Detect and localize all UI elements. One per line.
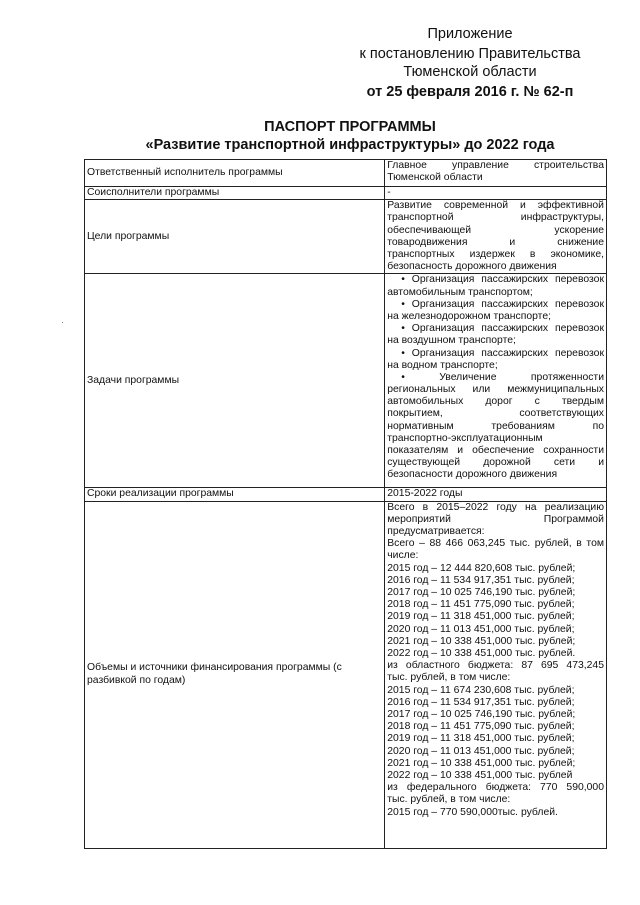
- value-line: • Организация пассажирских перевозок: [401, 274, 604, 286]
- value-line: Всего – 88 466 063,245 тыс. рублей, в том: [387, 538, 604, 550]
- value-line: нормативным требованиям по: [387, 420, 604, 432]
- value-line: • Увеличение протяженности: [401, 371, 604, 383]
- appendix-date-number: от 25 февраля 2016 г. № 62-п: [366, 84, 574, 100]
- value-line: • Организация пассажирских перевозок: [401, 323, 604, 335]
- value-line: безопасность дорожного движения: [387, 261, 557, 273]
- value-line: тыс. рублей, в том числе:: [387, 672, 511, 684]
- value-line: числе:: [387, 550, 419, 562]
- value-line: • Организация пассажирских перевозок: [401, 298, 604, 310]
- table-row-program-goals: [85, 200, 607, 274]
- value-line: транспортной инфраструктуры,: [387, 212, 604, 224]
- value-line: показателям и обеспечение сохранности: [387, 445, 604, 457]
- row-label: Сроки реализации программы: [85, 488, 385, 501]
- value-line: на водном транспорте;: [387, 359, 498, 371]
- value-line: автомобильных дорог с твердым: [387, 396, 604, 408]
- row-label: Цели программы: [85, 200, 385, 274]
- value-line: из областного бюджета: 87 695 473,245: [387, 660, 604, 672]
- value-line: 2021 год – 10 338 451,000 тыс. рублей;: [387, 757, 576, 769]
- value-line: 2020 год – 11 013 451,000 тыс. рублей;: [387, 745, 575, 757]
- value-line: Развитие современной и эффективной: [387, 200, 604, 212]
- value-line: Тюменской области: [387, 172, 483, 184]
- row-label: Ответственный исполнитель программы: [85, 160, 385, 187]
- value-line: 2022 год – 10 338 451,000 тыс. рублей.: [387, 647, 576, 659]
- value-line: существующей дорожной сети и: [387, 457, 604, 469]
- appendix-decree: к постановлению Правительства: [359, 46, 581, 62]
- value-line: безопасности дорожного движения: [387, 469, 558, 481]
- value-line: предусматривается:: [387, 525, 485, 537]
- value-line: 2019 год – 11 318 451,000 тыс. рублей;: [387, 611, 575, 623]
- value-line: обеспечивающей ускорение: [387, 224, 604, 236]
- value-line: 2018 год – 11 451 775,090 тыс. рублей;: [387, 599, 575, 611]
- passport-table: [84, 159, 607, 849]
- value-line: 2015 год – 770 590,000тыс. рублей.: [387, 806, 558, 818]
- table-row-funding-volumes: [85, 501, 607, 848]
- value-line: Главное управление строительства: [387, 160, 604, 171]
- value-line: региональных или межмуниципальных: [387, 384, 604, 396]
- value-line: тыс. рублей, в том числе:: [387, 794, 511, 806]
- row-value: [385, 274, 607, 488]
- row-value: [385, 200, 607, 274]
- value-line: 2020 год – 11 013 451,000 тыс. рублей;: [387, 623, 575, 635]
- row-label: Задачи программы: [85, 274, 385, 488]
- value-line: покрытием, соответствующих: [387, 408, 604, 420]
- value-line: товародвижения и снижение: [387, 236, 604, 248]
- value-line: из федерального бюджета: 770 590,000: [387, 782, 604, 794]
- table-row-co-executors: [85, 187, 607, 200]
- value-line: 2018 год – 11 451 775,090 тыс. рублей;: [387, 721, 575, 733]
- row-value: [385, 501, 607, 848]
- row-value: [385, 160, 607, 187]
- appendix-region: Тюменской области: [403, 64, 537, 80]
- table-row-implementation-period: [85, 488, 607, 501]
- value-line: транспортных издержек в экономике,: [387, 248, 604, 260]
- value-line: транспортно-эксплуатационным: [387, 432, 543, 444]
- value-line: • Организация пассажирских перевозок: [401, 347, 604, 359]
- program-name: «Развитие транспортной инфраструктуры» до 2022 года: [145, 137, 555, 153]
- value-line: 2015 год – 11 674 230,608 тыс. рублей;: [387, 684, 575, 696]
- value-line: 2016 год – 11 534 917,351 тыс. рублей;: [387, 574, 575, 586]
- value-line: 2019 год – 11 318 451,000 тыс. рублей;: [387, 733, 575, 745]
- scan-speck: [62, 322, 63, 323]
- value-line: на воздушном транспорте;: [387, 335, 516, 347]
- value-line: мероприятий Программой: [387, 513, 604, 525]
- row-value: [385, 187, 607, 200]
- value-line: на железнодорожном транспорте;: [387, 310, 551, 322]
- value-line: 2022 год – 10 338 451,000 тыс. рублей: [387, 769, 573, 781]
- table-row-program-tasks: [85, 274, 607, 488]
- value-line: 2016 год – 11 534 917,351 тыс. рублей;: [387, 696, 575, 708]
- value-line: 2021 год – 10 338 451,000 тыс. рублей;: [387, 635, 576, 647]
- row-value: [385, 488, 607, 501]
- value-line: 2017 год – 10 025 746,190 тыс. рублей;: [387, 586, 576, 598]
- row-label: Соисполнители программы: [85, 187, 385, 200]
- value-line: автомобильным транспортом;: [387, 286, 533, 298]
- value-line: 2015-2022 годы: [387, 488, 463, 500]
- value-line: Всего в 2015–2022 году на реализацию: [387, 501, 604, 513]
- document-title: ПАСПОРТ ПРОГРАММЫ: [264, 119, 436, 135]
- value-line: -: [387, 187, 391, 198]
- row-label: Объемы и источники финансирования программы (с разбивкой по годам): [85, 501, 385, 848]
- value-line: 2015 год – 12 444 820,608 тыс. рублей;: [387, 562, 576, 574]
- appendix-label: Приложение: [427, 26, 513, 42]
- table-row-responsible-executor: [85, 160, 607, 187]
- value-line: 2017 год – 10 025 746,190 тыс. рублей;: [387, 708, 576, 720]
